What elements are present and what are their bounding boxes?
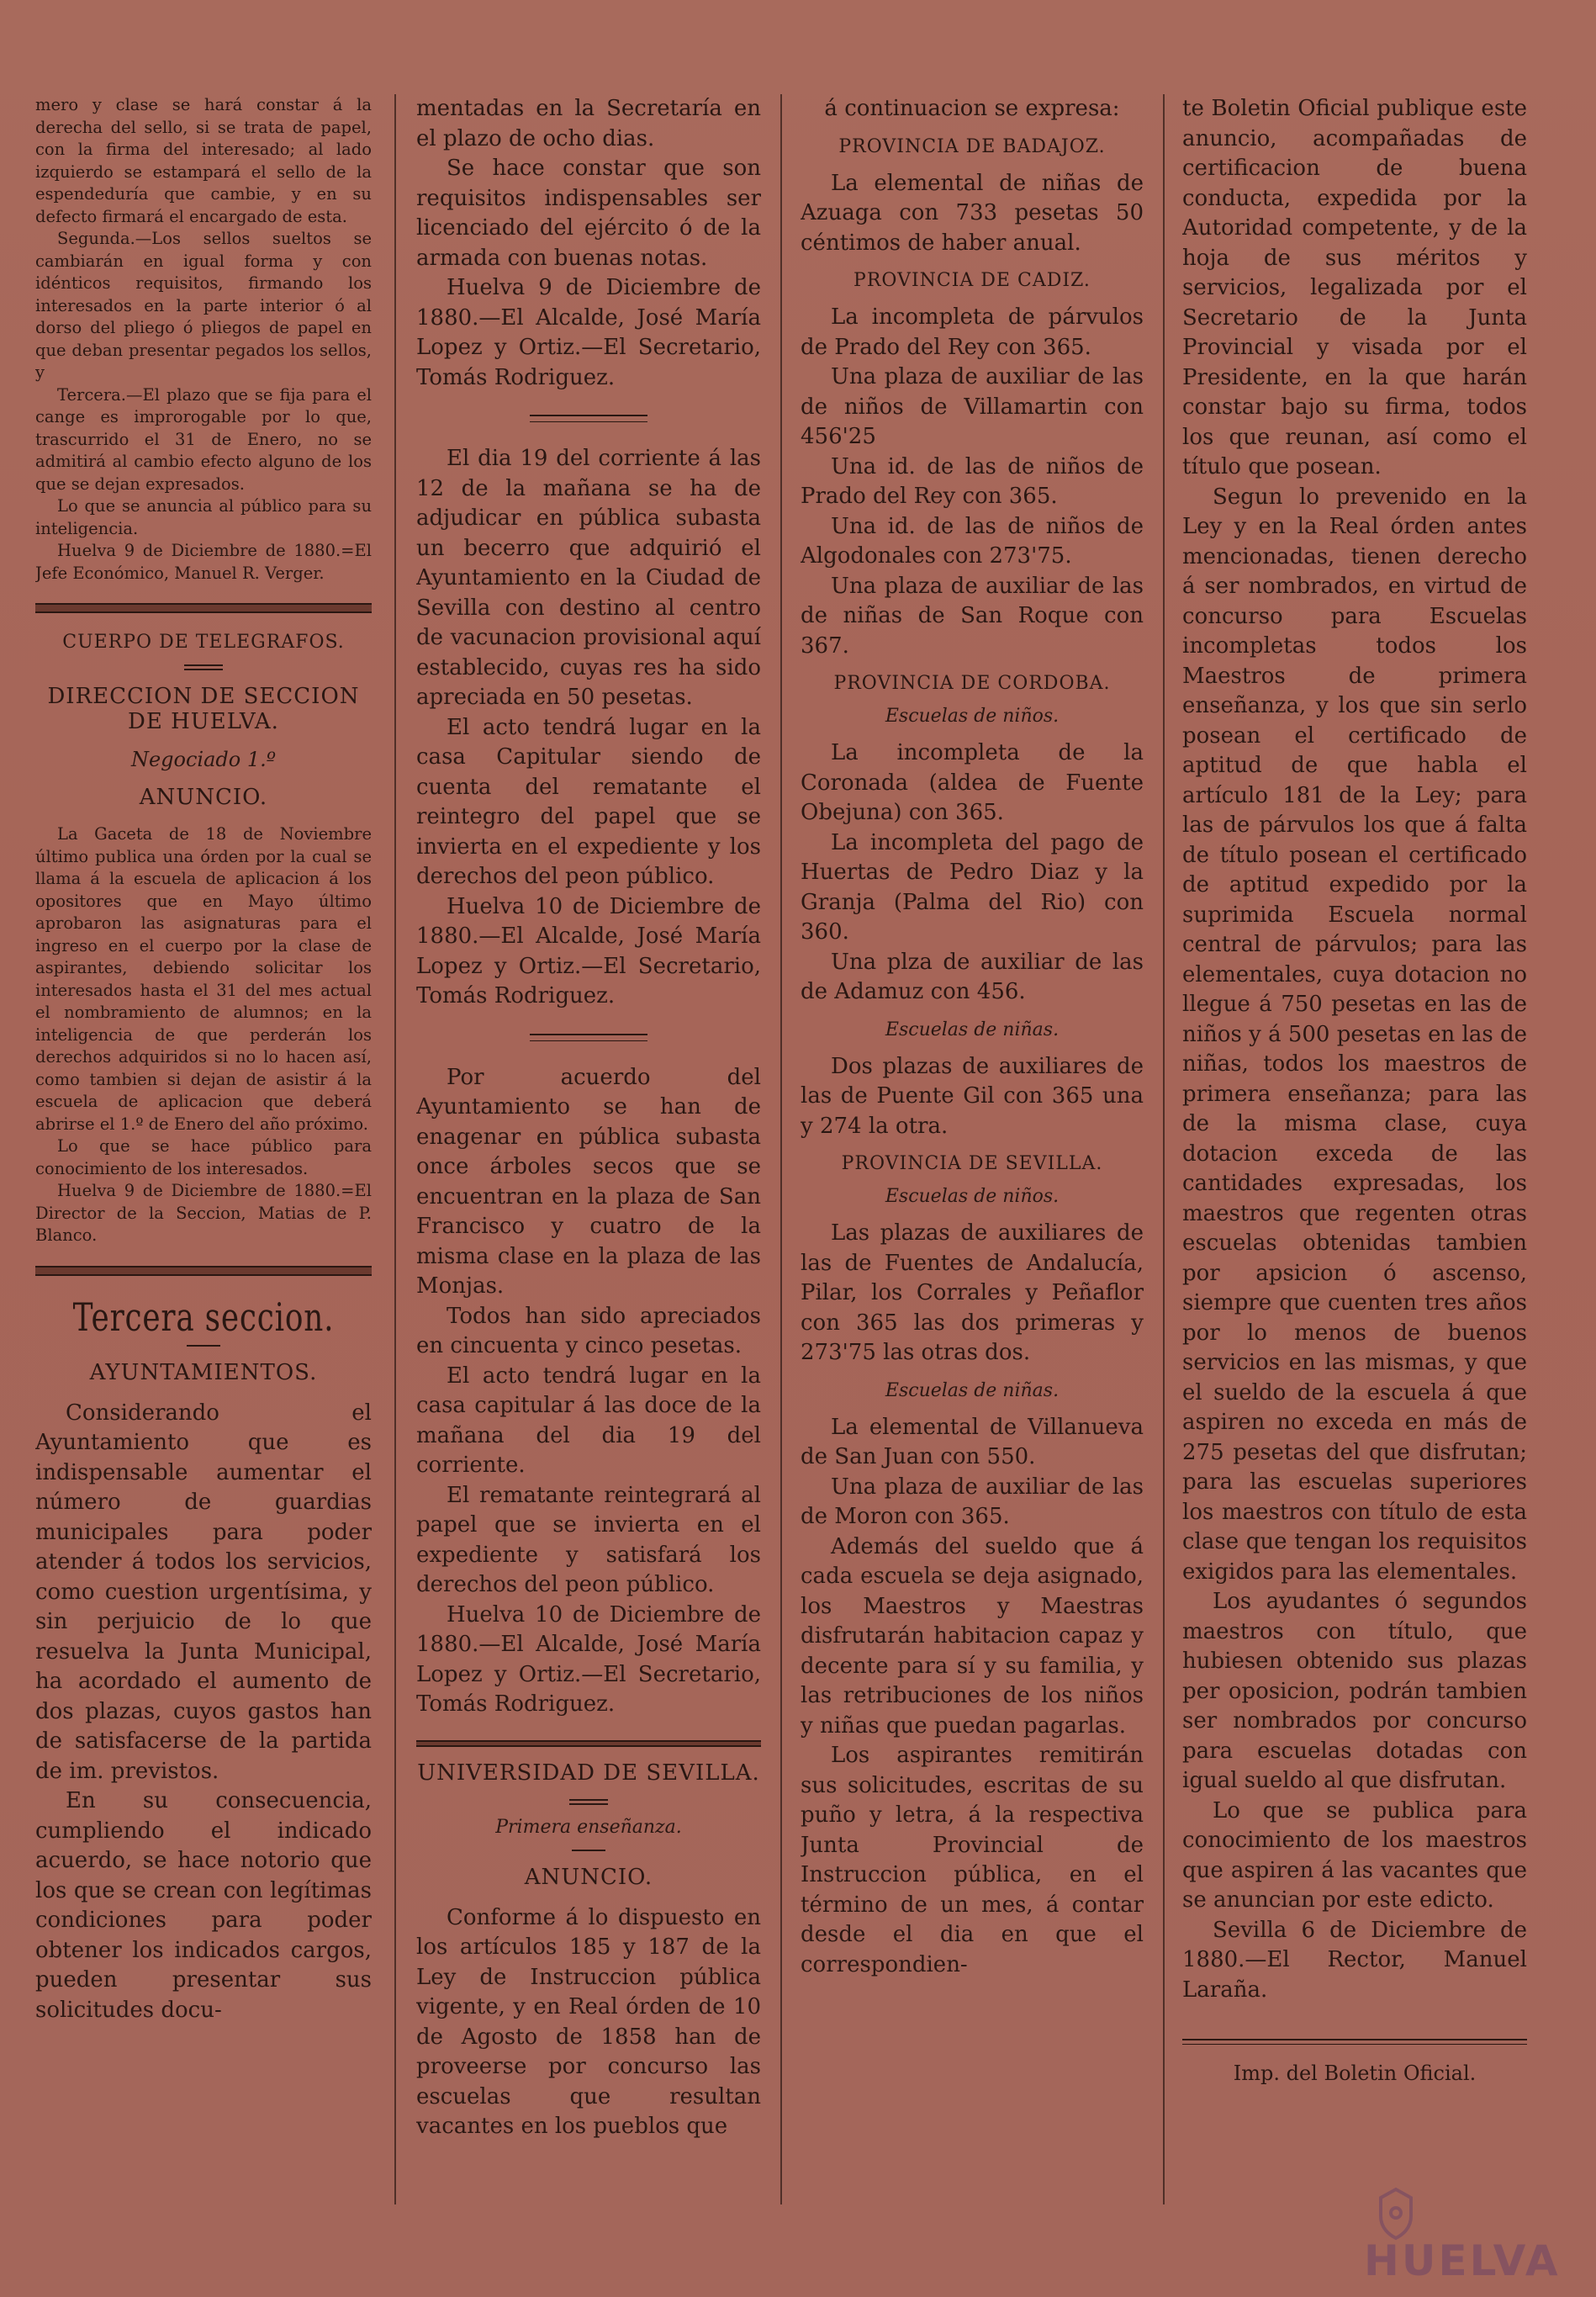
vacancy-item: Una plaza de auxiliar de las de niños de Villamartin con 456'25 (801, 364, 1144, 449)
primera-ensenanza-label: Primera enseñanza. (495, 1816, 682, 1838)
imprenta-line: Imp. del Boletin Oficial. (1233, 2061, 1477, 2085)
province-title: PROVINCIA DE CADIZ. (853, 270, 1091, 291)
column-2 (416, 94, 761, 2196)
lead-line: á continuacion se expresa: (824, 96, 1120, 121)
negociado-label: Negociado 1.º (130, 748, 277, 771)
paragraph: En su consecuencia, cumpliendo el indicado acuerdo, se hace notorio que los que se crean con legítimas condiciones para poder obtener los indicados cargos, pueden presentar sus solicitudes docu- (35, 1788, 372, 2023)
paragraph: Conforme á lo dispuesto en los artículos 185 y 187 de la Ley de Instruccion pública vigente, y en Real órden de 10 de Agosto de 1858 han de proveerse por concurso las escuelas que resultan vacantes en los pueblos que (416, 1904, 761, 2139)
ornament-dash (572, 1850, 605, 1851)
notice-divider (530, 1034, 647, 1041)
paragraph: mentadas en la Secretaría en el plazo de ocho dias. (416, 96, 761, 151)
section-title: CUERPO DE TELEGRAFOS. (62, 632, 345, 653)
paragraph: Lo que se hace público para conocimiento de los interesados. (35, 1136, 372, 1178)
vacancy-item: La incompleta del pago de Huertas de Pedro Diaz y la Granja (Palma del Rio) con 360. (801, 829, 1144, 945)
vacancy-item: La elemental de niñas de Azuaga con 733 pesetas 50 céntimos de haber anual. (801, 170, 1144, 256)
schools-subheading: Escuelas de niñas. (885, 1379, 1060, 1401)
vacancy-item: Una id. de las de niños de Algodonales con 273'75. (801, 513, 1144, 569)
vacancy-item: Las plazas de auxiliares de las de Fuentes de Andalucía, Pilar, los Corrales y Peñaflor con 365 las dos primeras y 273'75 las otras dos. (801, 1220, 1144, 1365)
column-rule (1163, 94, 1165, 2204)
tercera-seccion-heading: Tercera seccion. (72, 1294, 335, 1340)
paragraph: Lo que se anuncia al público para su inteligencia. (35, 496, 372, 538)
ayuntamientos-title: AYUNTAMIENTOS. (89, 1359, 318, 1385)
province-title: PROVINCIA DE BADAJOZ. (838, 135, 1106, 157)
signature-line: Huelva 9 de Diciembre de 1880.=El Director de la Seccion, Matias de P. Blanco. (35, 1181, 372, 1245)
section-divider (416, 1740, 761, 1747)
paragraph: El acto tendrá lugar en la casa capitular á las doce de la mañana del dia 19 del corriente. (416, 1363, 761, 1478)
signature-line: Sevilla 6 de Diciembre de 1880.—El Rector, Manuel Laraña. (1182, 1917, 1527, 2003)
signature-line: Huelva 9 de Diciembre de 1880.=El Jefe Económico, Manuel R. Verger. (35, 541, 372, 583)
universidad-title: UNIVERSIDAD DE SEVILLA. (417, 1760, 760, 1786)
paragraph: Todos han sido apreciados en cincuenta y cinco pesetas. (416, 1303, 761, 1358)
column-1 (35, 94, 372, 2196)
ornament-dash (187, 1345, 220, 1347)
column-3 (801, 94, 1144, 2196)
ayuntamientos-body (35, 1399, 372, 2026)
stamp-text: HUELVA (1364, 2236, 1561, 2282)
ornament-dash (569, 1799, 608, 1805)
paragraph: El rematante reintegrará al papel que se invierta en el expediente y satisfará los derechos del peon público. (416, 1482, 761, 1597)
paragraph: Lo que se publica para conocimiento de los maestros que aspiren á las vacantes que se anuncian por este edicto. (1182, 1797, 1527, 1913)
paragraph: Los ayudantes ó segundos maestros con título, que hubiesen obtenido sus plazas per oposicion, podrán tambien ser nombrados por concurso para escuelas dotadas con igual sueldo al que disfrutan. (1182, 1589, 1527, 1793)
column-rule (780, 94, 782, 2204)
paragraph: El acto tendrá lugar en la casa Capitular siendo de cuenta del rematante el reintegro del papel que se invierta en el expediente y los derechos del peon público. (416, 714, 761, 889)
vacancy-item: Una plaza de auxiliar de las de niñas de San Roque con 367. (801, 573, 1144, 659)
province-title: PROVINCIA DE CORDOBA. (833, 673, 1111, 694)
anuncio-title: ANUNCIO. (139, 785, 268, 810)
column-rule (394, 94, 396, 2204)
section-divider (35, 603, 372, 613)
vacancy-item: Una plaza de auxiliar de las de Moron con 365. (801, 1474, 1144, 1529)
section-subtitle: DIRECCION DE SECCION DE HUELVA. (47, 684, 360, 734)
paragraph: te Boletin Oficial publique este anuncio, acompañadas de certificacion de buena conducta, expedida por la Autoridad competente, y de la hoja de sus méritos y servicios, legalizada por el Secretario de la Junta Provincial y visada por el Presidente, en la que harán constar bajo su firma, todos los que reunan, así como el título que posean. (1182, 96, 1527, 479)
library-stamp-icon (1356, 2181, 1566, 2282)
paragraph: La Gaceta de 18 de Noviembre último publica una órden por la cual se llama á la escuela de aplicacion á los opositores que en Mayo último aprobaron las asignaturas para el ingreso en el cuerpo por la clase de aspirantes, debiendo solicitar los interesados hasta el 31 del mes actual el nombramiento de alumnos; en la inteligencia de que perderán los derechos adquiridos si no lo hacen así, como tambien si dejan de asistir á la escuela de aplicacion que deberá abrirse el 1.º de Enero del año próximo. (35, 824, 372, 1134)
signature-line: Huelva 9 de Diciembre de 1880.—El Alcalde, José María Lopez y Ortiz.—El Secretario, Tomás Rodriguez. (416, 275, 761, 390)
schools-subheading: Escuelas de niñas. (885, 1019, 1060, 1040)
paragraph: mero y clase se hará constar á la derecha del sello, si se trata de papel, con la firma del interesado; al lado izquierdo se estampará el sello de la espendeduría que cambie, y en su defecto firmará el encargado de esta. (35, 95, 372, 226)
vacancy-item: La elemental de Villanueva de San Juan con 550. (801, 1414, 1144, 1469)
paragraph: Tercera.—El plazo que se fija para el cange es improrogable por lo que, trascurrido el 31 de Enero, no se admitirá al cambio efecto alguno de los que se dejan expresados. (35, 384, 372, 494)
notice-divider (530, 415, 647, 422)
section-divider (35, 1266, 372, 1276)
signature-line: Huelva 10 de Diciembre de 1880.—El Alcalde, José María Lopez y Ortiz.—El Secretario, Tomás Rodriguez. (416, 893, 761, 1008)
column-4 (1182, 94, 1527, 2196)
vacancy-item: Una plza de auxiliar de las de Adamuz con 456. (801, 949, 1144, 1004)
ornament-dash (184, 664, 223, 670)
vacancy-item: Una id. de las de niños de Prado del Rey con 365. (801, 453, 1144, 509)
schools-subheading: Escuelas de niños. (885, 1186, 1060, 1207)
vacancy-item: Dos plazas de auxiliares de las de Puente Gil con 365 una y 274 la otra. (801, 1053, 1144, 1139)
anuncio-title: ANUNCIO. (524, 1864, 653, 1890)
paragraph: Considerando el Ayuntamiento que es indispensable aumentar el número de guardias municipales para poder atender á todos los servicios, como cuestion urgentísima, y sin perjuicio de lo que resuelva la Junta Municipal, ha acordado el aumento de dos plazas, cuyos gastos han de satisfacerse de la partida de im. previstos. (35, 1400, 372, 1784)
paragraph: Los aspirantes remitirán sus solicitudes, escritas de su puño y letra, á la respectiva Junta Provincial de Instruccion pública, en el término de un mes, á contar desde el dia en que el correspondien- (801, 1743, 1144, 1977)
paragraph: Se hace constar que son requisitos indispensables ser licenciado del ejército ó de la armada con buenas notas. (416, 156, 761, 271)
vacancy-item: La incompleta de párvulos de Prado del Rey con 365. (801, 304, 1144, 360)
section-divider (1182, 2039, 1527, 2045)
paragraph: Por acuerdo del Ayuntamiento se han de enagenar en pública subasta once árboles secos que se encuentran en la plaza de San Francisco y cuatro de la misma clase en la plaza de las Monjas. (416, 1064, 761, 1299)
signature-line: Huelva 10 de Diciembre de 1880.—El Alcalde, José María Lopez y Ortiz.—El Secretario, Tomás Rodriguez. (416, 1601, 761, 1717)
province-title: PROVINCIA DE SEVILLA. (841, 1153, 1103, 1174)
paragraph: Segunda.—Los sellos sueltos se cambiarán en igual forma y con idénticos requisitos, firmando los interesados en la parte interior ó al dorso del pliego ó pliegos de papel en que deban presentar pegados los sellos, y (35, 229, 372, 382)
schools-subheading: Escuelas de niños. (885, 706, 1060, 727)
paragraph: El dia 19 del corriente á las 12 de la mañana se ha de adjudicar en pública subasta un becerro que adquirió el Ayuntamiento en la Ciudad de Sevilla con destino al centro de vacunacion provisional aquí establecido, cuyas res ha sido apreciada en 50 pesetas. (416, 446, 761, 710)
vacancy-item: La incompleta de la Coronada (aldea de Fuente Obejuna) con 365. (801, 740, 1144, 825)
paragraph: Además del sueldo que á cada escuela se deja asignado, los Maestros y Maestras disfrutarán habitacion capaz y decente para sí y su familia, y las retribuciones de los niños y niñas que puedan pagarlas. (801, 1533, 1144, 1739)
paragraph: Segun lo prevenido en la Ley y en la Real órden antes mencionadas, tienen derecho á ser nombrados, en virtud de concurso para Escuelas incompletas todos los Maestros de primera enseñanza, y los que sin serlo posean el certificado de aptitud de que habla el artículo 181 de la Ley; para las de párvulos los que á falta de título posean el certificado de aptitud expedido por la suprimida Escuela normal central de párvulos; para las elementales, cuya dotacion no llegue á 750 pesetas en las de niños y á 500 pesetas en las de niñas, todos los maestros de primera enseñanza; para las de la misma clase, cuya dotacion exceda de las cantidades expresadas, los maestros que regenten otras escuelas obtenidas tambien por apsicion ó ascenso, siempre que cuenten tres años por lo menos de buenos servicios en las mismas, y que el sueldo de la escuela á que aspiren no exceda en más de 275 pesetas del que disfrutan; para las escuelas superiores los maestros con título de esta clase que tengan los requisitos exigidos para las elementales. (1182, 484, 1527, 1585)
